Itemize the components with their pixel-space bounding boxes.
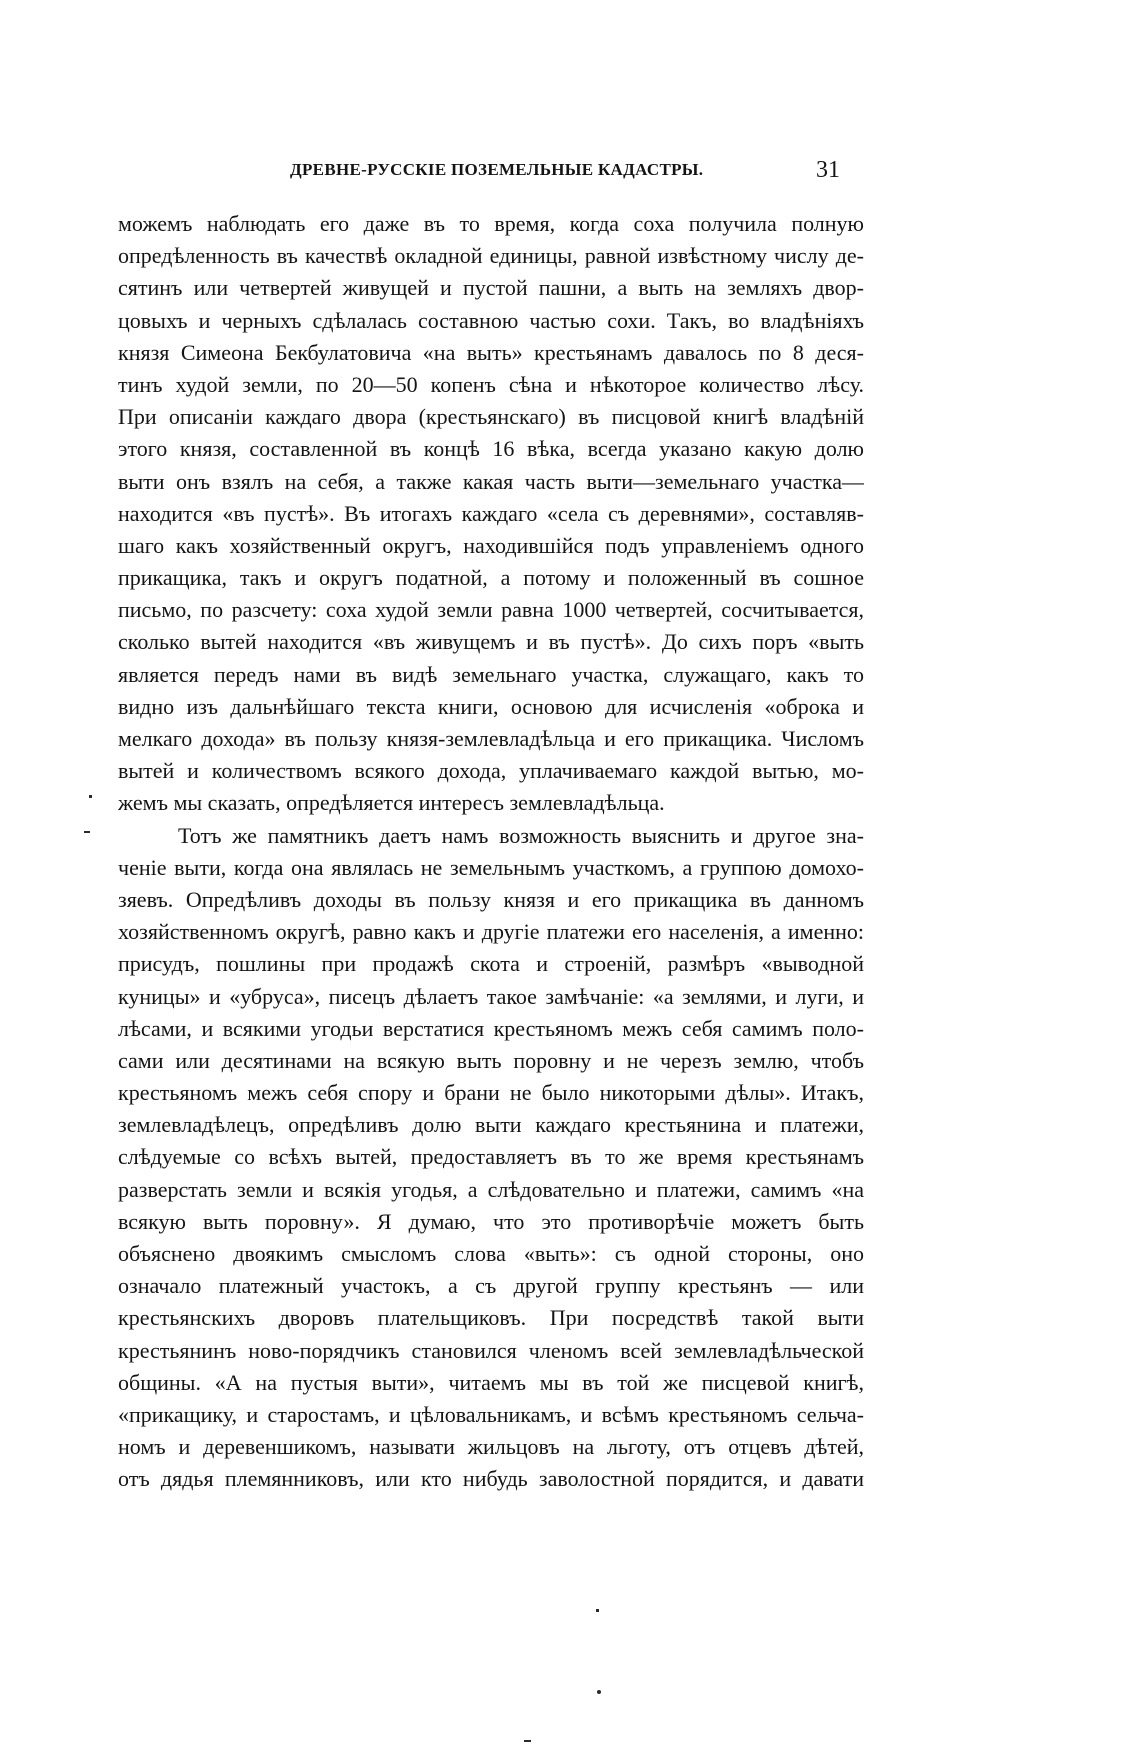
text-line: слѣдуемые со всѣхъ вытей, предоставляетъ въ то же время крестьянамъ bbox=[118, 1144, 864, 1170]
text-line: этого князя, составленной въ концѣ 16 вѣка, всегда указано какую долю bbox=[118, 436, 864, 462]
scan-speck bbox=[89, 795, 92, 798]
text-line: землевладѣлецъ, опредѣливъ долю выти каждаго крестьянина и платежи, bbox=[118, 1112, 864, 1138]
text-line: объяснено двоякимъ смысломъ слова «выть»: съ одной стороны, оно bbox=[118, 1241, 864, 1266]
text-line: сколько вытей находится «въ живущемъ и въ пустѣ». До сихъ поръ «выть bbox=[118, 629, 864, 655]
scan-speck bbox=[597, 1690, 601, 1694]
text-line: крестьяномъ межъ себя спору и брани не было никоторыми дѣлы». Итакъ, bbox=[118, 1080, 864, 1106]
text-line: означало платежный участокъ, а съ другой группу крестьянъ — или bbox=[118, 1273, 864, 1299]
text-line: можемъ наблюдать его даже въ то время, когда соха получила полную bbox=[118, 211, 864, 236]
text-line: «прикащику, и старостамъ, и цѣловальникамъ, и всѣмъ крестьяномъ сельча- bbox=[118, 1401, 864, 1427]
text-line: вытей и количествомъ всякого дохода, уплачиваемаго каждой вытью, мо- bbox=[118, 758, 864, 784]
scan-speck bbox=[524, 1740, 531, 1742]
body-text bbox=[118, 208, 864, 1496]
text-line: князя Симеона Бекбулатовича «на выть» крестьянамъ давалось по 8 деся- bbox=[118, 339, 864, 365]
text-line: письмо, по разсчету: соха худой земли равна 1000 четвертей, сосчитывается, bbox=[118, 597, 864, 623]
text-line: видно изъ дальнѣйшаго текста книги, основою для исчисленія «оброка и bbox=[118, 693, 864, 719]
text-line: номъ и деревеншикомъ, называти жильцовъ на льготу, отъ отцевъ дѣтей, bbox=[118, 1434, 864, 1460]
text-line: крестьянскихъ дворовъ плательщиковъ. При посредствѣ такой выти bbox=[118, 1305, 864, 1331]
text-line: хозяйственномъ округѣ, равно какъ и другіе платежи его населенія, а именно: bbox=[118, 919, 864, 945]
text-line: крестьянинъ ново-порядчикъ становился членомъ всей землевладѣльческой bbox=[118, 1337, 864, 1363]
paragraph-1 bbox=[118, 208, 864, 820]
text-line: Тотъ же памятникъ даетъ намъ возможность выяснить и другое зна- bbox=[178, 822, 864, 848]
text-line: мелкаго дохода» въ пользу князя-землевладѣльца и его прикащика. Числомъ bbox=[118, 726, 864, 751]
text-line: опредѣленность въ качествѣ окладной единицы, равной извѣстному числу де- bbox=[118, 243, 864, 269]
scan-speck bbox=[84, 831, 90, 833]
text-line: прикащика, такъ и округъ податной, а потому и положенный въ сошное bbox=[118, 565, 864, 591]
text-line: всякую выть поровну». Я думаю, что это противорѣчіе можетъ быть bbox=[118, 1208, 864, 1234]
text-line: лѣсами, и всякими угодьи верстатися крестьяномъ межъ себя самимъ поло- bbox=[118, 1015, 864, 1041]
page-number: 31 bbox=[816, 157, 840, 183]
text-line: куницы» и «убруса», писецъ дѣлаетъ такое замѣчаніе: «а землями, и луги, и bbox=[118, 983, 864, 1009]
scan-speck bbox=[596, 1609, 599, 1612]
text-line: разверстать земли и всякія угодья, а слѣдовательно и платежи, самимъ «на bbox=[118, 1176, 864, 1202]
text-line: зяевъ. Опредѣливъ доходы въ пользу князя и его прикащика въ данномъ bbox=[118, 886, 864, 912]
text-line: присудъ, пошлины при продажѣ скота и строеній, размѣръ «выводной bbox=[118, 951, 864, 977]
text-line: общины. «А на пустыя выти», читаемъ мы въ той же писцевой книгѣ, bbox=[118, 1369, 864, 1395]
text-line: жемъ мы сказать, опредѣляется интересъ землевладѣльца. bbox=[118, 790, 665, 816]
text-line: цовыхъ и черныхъ сдѣлалась составною частью сохи. Такъ, во владѣніяхъ bbox=[118, 307, 864, 333]
running-title: ДРЕВНЕ-РУССКІЕ ПОЗЕМЕЛЬНЫЕ КАДАСТРЫ. bbox=[290, 160, 704, 179]
text-line: сами или десятинами на всякую выть поровну и не черезъ землю, чтобъ bbox=[118, 1047, 864, 1073]
paragraph-2 bbox=[118, 820, 864, 1496]
text-line: отъ дядья племянниковъ, или кто нибудь заволостной порядится, и давати bbox=[118, 1466, 864, 1492]
text-line: ченіе выти, когда она являлась не земельнымъ участкомъ, а группою домохо- bbox=[118, 854, 864, 880]
text-line: сятинъ или четвертей живущей и пустой пашни, а выть на земляхъ двор- bbox=[118, 275, 864, 301]
text-line: находится «въ пустѣ». Въ итогахъ каждаго «села съ деревнями», составляв- bbox=[118, 500, 864, 526]
text-line: является передъ нами въ видѣ земельнаго участка, служащаго, какъ то bbox=[118, 661, 864, 687]
text-line: шаго какъ хозяйственный округъ, находившійся подъ управленіемъ одного bbox=[118, 532, 864, 558]
text-line: тинъ худой земли, по 20—50 копенъ сѣна и нѣкоторое количество лѣсу. bbox=[118, 371, 864, 397]
text-line: При описаніи каждаго двора (крестьянскаго) въ писцовой книгѣ владѣній bbox=[118, 404, 864, 430]
text-line: выти онъ взялъ на себя, а также какая часть выти—земельнаго участка— bbox=[118, 468, 864, 494]
